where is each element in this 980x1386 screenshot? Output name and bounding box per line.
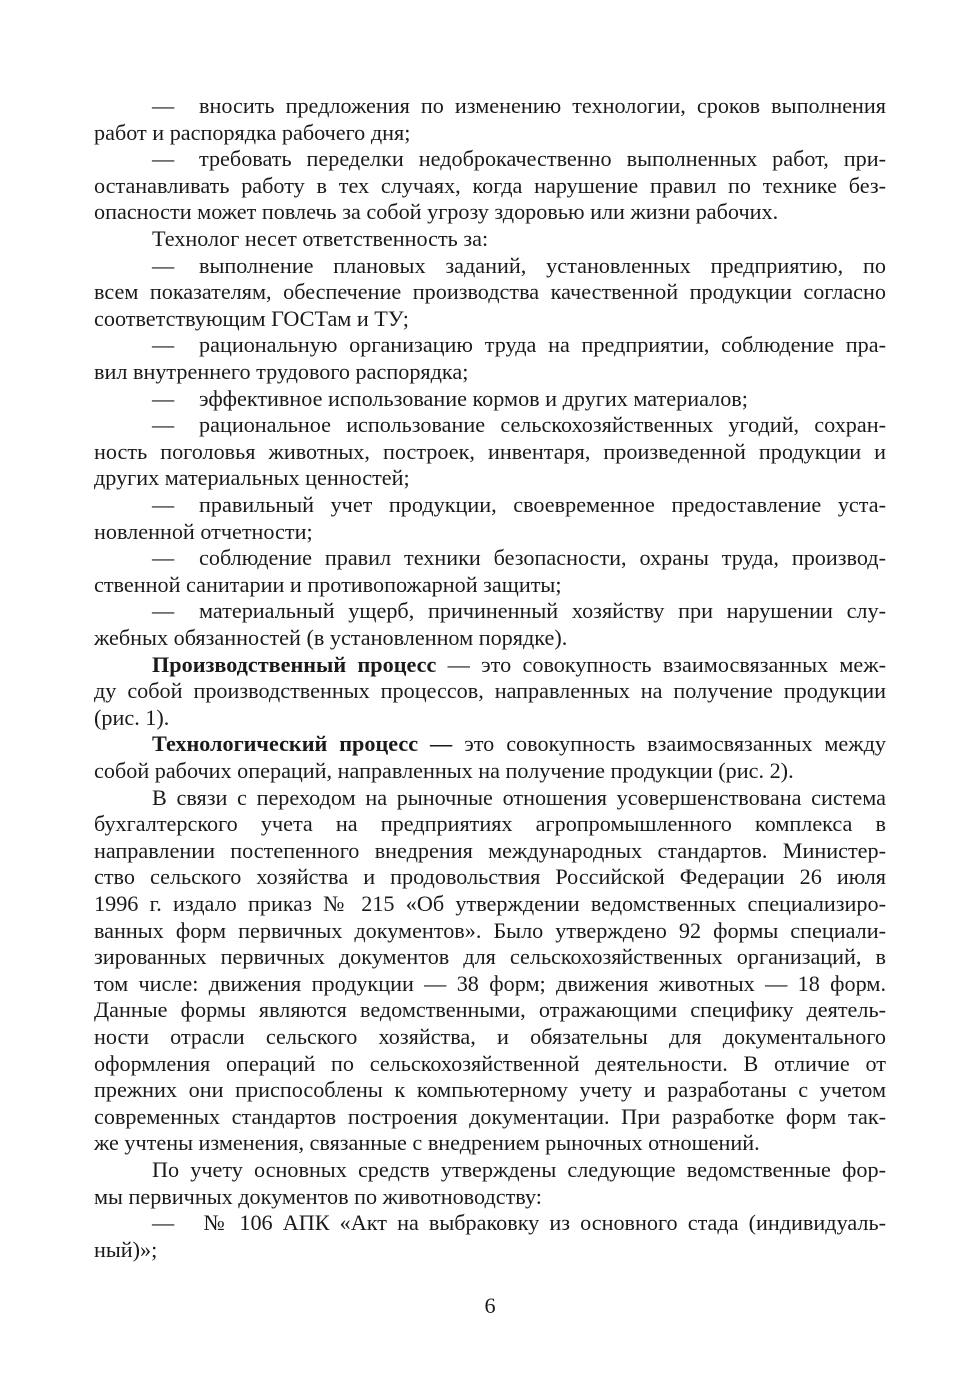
list-dash: — bbox=[152, 598, 175, 624]
text-line bbox=[94, 678, 886, 705]
line-text: ванных форм первичных документов». Было утверждено 92 формы специали- bbox=[94, 917, 886, 943]
bold-term: Технологический процесс — bbox=[152, 731, 453, 757]
line-text: рациональную организацию труда на предприятии, соблюдение пра- bbox=[199, 332, 886, 358]
text-line bbox=[94, 997, 886, 1024]
text-line bbox=[94, 359, 886, 386]
list-item-line bbox=[152, 332, 886, 359]
line-text: мы первичных документов по животноводству: bbox=[94, 1183, 542, 1209]
list-item-line bbox=[152, 412, 886, 439]
line-text: ственной санитарии и противопожарной защиты; bbox=[94, 571, 562, 597]
text-line bbox=[94, 1024, 886, 1051]
line-text: ду собой производственных процессов, направленных на получение продукции bbox=[94, 678, 886, 704]
line-text: вил внутреннего трудового распорядка; bbox=[94, 359, 469, 384]
text-line bbox=[94, 1184, 886, 1211]
line-text: оформления операций по сельскохозяйственной деятельности. В отличие от bbox=[94, 1050, 886, 1076]
text-line bbox=[94, 758, 886, 785]
line-text: ство сельского хозяйства и продовольствия Российской Федерации 26 июля bbox=[94, 864, 886, 890]
line-text: жебных обязанностей (в установленном порядке). bbox=[94, 625, 568, 650]
line-text: современных стандартов построения документации. При разработке форм так- bbox=[94, 1103, 886, 1129]
line-text: 1996 г. издало приказ № 215 «Об утверждении ведомственных специализиро- bbox=[94, 891, 886, 916]
line-text: Данные формы являются ведомственными, отражающими специфику деятель- bbox=[94, 997, 886, 1023]
line-text: соответствующим ГОСТам и ТУ; bbox=[94, 305, 409, 331]
text-line bbox=[152, 1157, 886, 1184]
line-text: опасности может повлечь за собой угрозу здоровью или жизни рабочих. bbox=[94, 199, 779, 225]
line-text: бухгалтерского учета на предприятиях агропромышленного комплекса в bbox=[94, 811, 886, 837]
text-line bbox=[94, 199, 886, 226]
list-dash: — bbox=[152, 93, 175, 118]
text-line bbox=[94, 891, 886, 918]
line-text: том числе: движения продукции — 38 форм; движения животных — 18 форм. bbox=[94, 970, 886, 996]
list-dash: — bbox=[152, 412, 175, 438]
text-line bbox=[94, 1237, 886, 1264]
list-item-line bbox=[152, 386, 886, 413]
line-text: работ и распорядка рабочего дня; bbox=[94, 119, 411, 145]
list-item-line bbox=[152, 545, 886, 572]
line-text: рациональное использование сельскохозяйственных угодий, сохран- bbox=[199, 412, 886, 438]
text-line bbox=[152, 731, 886, 758]
text-line bbox=[94, 625, 886, 652]
line-text: эффективное использование кормов и других материалов; bbox=[199, 385, 748, 411]
line-text: останавливать работу в тех случаях, когда нарушение правил по технике без- bbox=[94, 172, 886, 198]
text-line bbox=[94, 705, 886, 732]
text-line bbox=[94, 1104, 886, 1131]
line-text: ность поголовья животных, построек, инвентаря, произведенной продукции и bbox=[94, 438, 886, 464]
line-text: ный)»; bbox=[94, 1236, 158, 1262]
text-line bbox=[94, 811, 886, 838]
list-item-line bbox=[152, 598, 886, 625]
text-line bbox=[152, 226, 886, 253]
page-number: 6 bbox=[484, 1293, 496, 1318]
list-dash: — bbox=[152, 385, 175, 411]
text-line bbox=[94, 918, 886, 945]
line-text: собой рабочих операций, направленных на получение продукции (рис. 2). bbox=[94, 758, 794, 783]
line-text: В связи с переходом на рыночные отношения усовершенствована система bbox=[152, 784, 886, 810]
text-line bbox=[94, 173, 886, 200]
line-text: материальный ущерб, причиненный хозяйству при нарушении слу- bbox=[199, 598, 886, 624]
line-text: выполнение плановых заданий, установленных предприятию, по bbox=[199, 252, 886, 278]
list-dash: — bbox=[152, 252, 175, 278]
list-item-line bbox=[152, 1210, 886, 1237]
text-line bbox=[94, 1077, 886, 1104]
text-line bbox=[152, 652, 886, 679]
list-item-line bbox=[152, 492, 886, 519]
list-dash: — bbox=[152, 545, 175, 571]
text-line bbox=[94, 944, 886, 971]
text-line bbox=[94, 971, 886, 998]
list-dash: — bbox=[152, 332, 175, 358]
text-line bbox=[94, 279, 886, 306]
bold-term: Производственный процесс bbox=[152, 651, 437, 677]
list-item-line bbox=[152, 146, 886, 173]
list-item-line bbox=[152, 253, 886, 280]
text-line bbox=[94, 120, 886, 147]
line-text: это совокупность взаимосвязанных между bbox=[452, 731, 886, 757]
line-text: же учтены изменения, связанные с внедрением рыночных отношений. bbox=[94, 1130, 760, 1156]
line-text: (рис. 1). bbox=[94, 704, 170, 730]
line-text: прежних они приспособлены к компьютерному учету и разработаны с учетом bbox=[94, 1077, 886, 1103]
text-line bbox=[94, 519, 886, 546]
line-text: зированных первичных документов для сельскохозяйственных организаций, в bbox=[94, 944, 886, 970]
line-text: ности отрасли сельского хозяйства, и обязательны для документального bbox=[94, 1024, 886, 1049]
text-line bbox=[94, 465, 886, 492]
list-item-line bbox=[152, 93, 886, 120]
line-text: всем показателям, обеспечение производства качественной продукции согласно bbox=[94, 279, 886, 305]
line-text: требовать переделки недоброкачественно выполненных работ, при- bbox=[199, 146, 886, 172]
line-text: правильный учет продукции, своевременное предоставление уста- bbox=[199, 492, 886, 517]
line-text: — это совокупность взаимосвязанных меж- bbox=[436, 651, 887, 677]
text-line bbox=[94, 306, 886, 333]
line-text: других материальных ценностей; bbox=[94, 465, 410, 491]
text-line bbox=[94, 439, 886, 466]
list-dash: — bbox=[152, 1210, 175, 1236]
line-text: направлении постепенного внедрения международных стандартов. Министер- bbox=[94, 837, 886, 863]
line-text: № 106 АПК «Акт на выбраковку из основного стада (индивидуаль- bbox=[199, 1210, 886, 1236]
line-text: По учету основных средств утверждены следующие ведомственные фор- bbox=[152, 1157, 886, 1182]
text-line bbox=[94, 572, 886, 599]
line-text: Технолог несет ответственность за: bbox=[152, 226, 489, 251]
text-line bbox=[94, 838, 886, 865]
line-text: новленной отчетности; bbox=[94, 518, 313, 544]
list-dash: — bbox=[152, 146, 175, 172]
text-line bbox=[94, 1051, 886, 1078]
line-text: вносить предложения по изменению технологии, сроков выполнения bbox=[199, 93, 886, 118]
text-line bbox=[152, 785, 886, 812]
text-line bbox=[94, 864, 886, 891]
line-text: соблюдение правил техники безопасности, охраны труда, производ- bbox=[199, 545, 886, 571]
list-dash: — bbox=[152, 492, 175, 517]
text-line bbox=[94, 1130, 886, 1157]
